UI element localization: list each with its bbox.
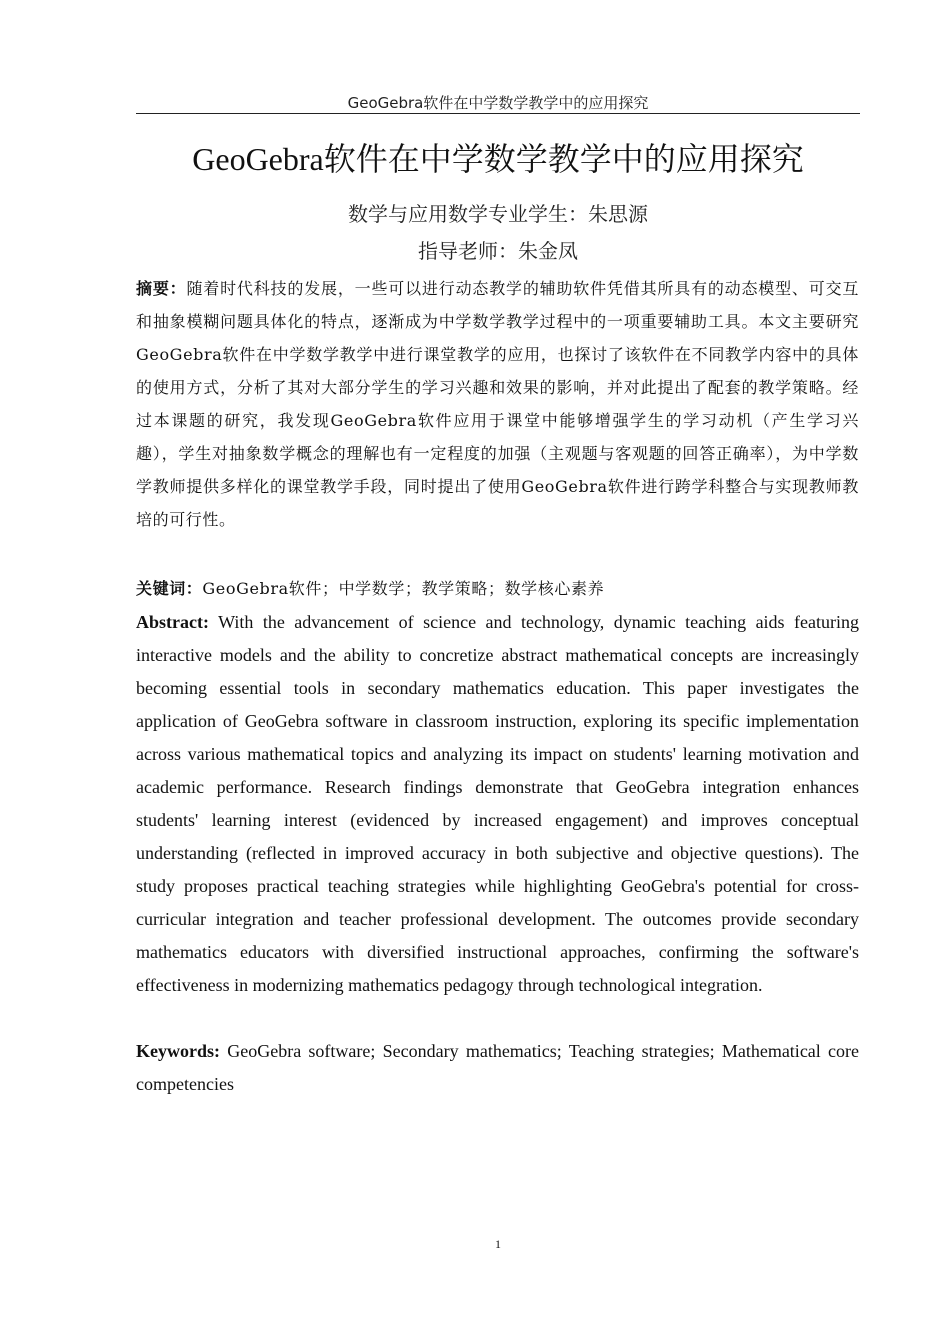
chinese-abstract-text: 随着时代科技的发展，一些可以进行动态教学的辅助软件凭借其所具有的动态模型、可交互和抽象模糊问题具体化的特点，逐渐成为中学数学教学过程中的一项重要辅助工具。本文主要研究GeoGebra软件在中学数学教学中进行课堂教学的应用，也探讨了该软件在不同教学内容中的具体的使用方式，分析了其对大部分学生的学习兴趣和效果的影响，并对此提出了配套的教学策略。经过本课题的研究，我发现GeoGebra软件应用于课堂中能够增强学生的学习动机（产生学习兴趣），学生对抽象数学概念的理解也有一定程度的加强（主观题与客观题的回答正确率），为中学数学教师提供多样化的课堂教学手段，同时提出了使用GeoGebra软件进行跨学科整合与实现教师教培的可行性。: [136, 279, 859, 529]
running-header: GeoGebra软件在中学数学教学中的应用探究: [347, 94, 649, 112]
chinese-keywords-text: GeoGebra软件；中学数学；教学策略；数学核心素养: [202, 579, 605, 598]
chinese-abstract-label: 摘要：: [136, 279, 187, 298]
page-number: 1: [495, 1237, 501, 1251]
chinese-keywords: [136, 572, 859, 605]
english-abstract-label: Abstract:: [136, 612, 209, 632]
english-keywords-text: GeoGebra software; Secondary mathematics; Teaching strategies; Mathematical core competencies: [136, 1041, 859, 1094]
english-keywords-label: Keywords:: [136, 1041, 220, 1061]
chinese-abstract: [136, 272, 859, 536]
header-rule: [136, 113, 860, 114]
english-abstract-text: With the advancement of science and technology, dynamic teaching aids featuring interactive models and the ability to concretize abstract mathematical concepts are increasingly becoming essential tools in secondary mathematics education. This paper investigates the application of GeoGebra software in classroom instruction, exploring its specific implementation across various mathematical topics and analyzing its impact on students' learning motivation and academic performance. Research findings demonstrate that GeoGebra integration enhances students' learning interest (evidenced by increased engagement) and improves conceptual understanding (reflected in improved accuracy in both subjective and objective questions). The study proposes practical teaching strategies while highlighting GeoGebra's potential for cross-curricular integration and teacher professional development. The outcomes provide secondary mathematics educators with diversified instructional approaches, confirming the software's effectiveness in modernizing mathematics pedagogy through technological integration.: [136, 612, 859, 995]
chinese-keywords-label: 关键词：: [136, 579, 203, 598]
english-keywords: [136, 1035, 859, 1101]
english-abstract: [136, 606, 859, 1002]
paper-title: GeoGebra软件在中学数学教学中的应用探究: [192, 141, 804, 177]
advisor-line: 指导老师：朱金凤: [418, 239, 578, 263]
author-line: 数学与应用数学专业学生：朱思源: [348, 202, 648, 226]
